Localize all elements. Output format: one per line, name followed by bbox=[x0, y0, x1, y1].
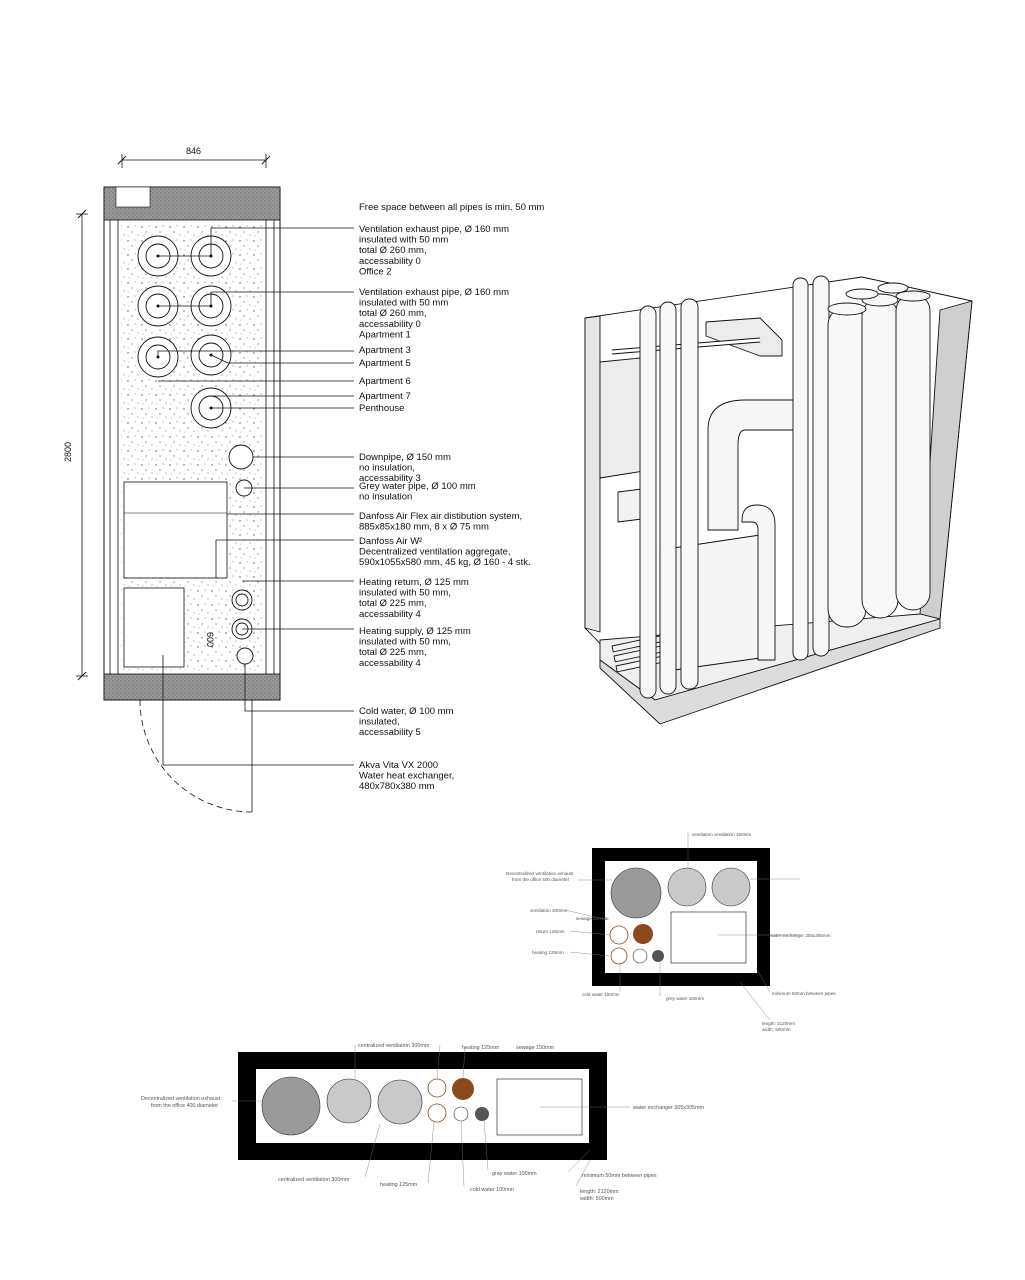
section-large-label: from the office 400 diameter bbox=[151, 1103, 219, 1109]
callout-label: Downpipe, Ø 150 mm bbox=[359, 452, 451, 463]
section-large-label: centralized ventilation 300mm bbox=[358, 1043, 430, 1049]
plan-callouts bbox=[359, 224, 531, 792]
section-small-label: return 125mm bbox=[536, 929, 565, 934]
callout-label: total Ø 260 mm, bbox=[359, 245, 427, 257]
callout-label: Akva Vita VX 2000 bbox=[359, 760, 439, 771]
callout-label: Heating return, Ø 125 mm bbox=[359, 577, 469, 588]
section-small-label: width: 500mm bbox=[762, 1027, 791, 1032]
callout-label: accessability 0 bbox=[359, 255, 421, 267]
callout-label: accessability 4 bbox=[359, 657, 421, 669]
callout-label: 590x1055x580 mm, 45 kg, Ø 160 - 4 stk. bbox=[359, 557, 531, 569]
callout-label: Apartment 5 bbox=[359, 358, 411, 369]
section-large-label: width: 500mm bbox=[580, 1196, 614, 1202]
section-small-label: cold water 100mm bbox=[582, 992, 620, 997]
ventilation-400-pipe bbox=[611, 868, 661, 918]
section-large-label: gray water 100mm bbox=[492, 1171, 537, 1177]
callout-label: Cold water, Ø 100 mm bbox=[359, 706, 454, 717]
section-large-label: centralized ventilation 300mm bbox=[278, 1177, 350, 1183]
section-small-label: ventilation 200mm bbox=[530, 908, 568, 913]
callout-label: total Ø 225 mm, bbox=[359, 647, 427, 659]
centralized-ventilation-pipe bbox=[378, 1080, 422, 1124]
callout-label: Water heat exchanger, bbox=[359, 770, 455, 782]
cold-water-pipe bbox=[633, 949, 647, 963]
section-large-label: heating 125mm bbox=[380, 1182, 418, 1188]
section-large-label: cold water 100mm bbox=[470, 1187, 515, 1193]
callout-label: no insulation, bbox=[359, 462, 415, 474]
ventilation-200-pipe bbox=[668, 868, 706, 906]
section-small-label: sewage 150mm bbox=[576, 916, 609, 921]
callout-label: 885x85x180 mm, 8 x Ø 75 mm bbox=[359, 521, 489, 533]
callout-label: no insulation bbox=[359, 491, 413, 503]
section-large-label: minimum 50mm between pipes bbox=[582, 1173, 657, 1179]
callout-label: Decentralized ventilation aggregate, bbox=[359, 546, 511, 558]
section-small-label: grey water 100mm bbox=[666, 996, 705, 1001]
section-large-label: sewage 150mm bbox=[516, 1045, 555, 1051]
callout-label: Office 2 bbox=[359, 266, 392, 278]
sewage-pipe-large bbox=[452, 1078, 474, 1100]
section-small-label: length: 2120mm bbox=[762, 1021, 795, 1026]
dimension-height bbox=[63, 210, 88, 680]
dimension-height-label: 2800 bbox=[63, 441, 73, 462]
sewage-pipe bbox=[633, 924, 653, 944]
callout-label: insulated with 50 mm, bbox=[359, 587, 451, 599]
gray-water-pipe-large bbox=[475, 1107, 489, 1121]
callout-label: Apartment 6 bbox=[359, 376, 411, 387]
callout-label: Grey water pipe, Ø 100 mm bbox=[359, 481, 476, 492]
heating-pipe-large bbox=[428, 1079, 446, 1097]
downpipe bbox=[229, 445, 253, 469]
callout-label: Danfoss Air Flex air distibution system, bbox=[359, 511, 523, 522]
grey-water-pipe-small bbox=[652, 950, 664, 962]
shaft-3d-view bbox=[585, 276, 972, 724]
callout-label: accessability 3 bbox=[359, 473, 421, 485]
section-large-label: heating 125mm bbox=[462, 1045, 500, 1051]
cold-water-pipe-large bbox=[454, 1107, 468, 1121]
danfoss-air-unit bbox=[124, 482, 227, 578]
callout-label: total Ø 225 mm, bbox=[359, 598, 427, 610]
section-small-label: Decentralized ventilation exhaust bbox=[506, 871, 574, 876]
callout-label: Penthouse bbox=[359, 403, 405, 414]
callout-label: Ventilation exhaust pipe, Ø 160 mm bbox=[359, 224, 509, 235]
akva-vita-exchanger bbox=[124, 588, 184, 667]
section-large-label: length: 2120mm bbox=[580, 1189, 619, 1195]
callout-label: insulated with 50 mm, bbox=[359, 636, 451, 648]
callout-label: Apartment 7 bbox=[359, 391, 411, 402]
heating-pipe-large bbox=[428, 1104, 446, 1122]
section-small-label: minimum 50mm between pipes bbox=[772, 991, 836, 996]
section-large-label: water exchanger 305x305mm bbox=[633, 1105, 705, 1111]
callout-label: 480x780x380 mm bbox=[359, 781, 435, 793]
callout-label: total Ø 260 mm, bbox=[359, 308, 427, 320]
plan-note: Free space between all pipes is min. 50 mm bbox=[359, 202, 545, 213]
callout-label: insulated, bbox=[359, 716, 400, 728]
shaft-plan bbox=[63, 146, 354, 812]
callout-label: Danfoss Air W² bbox=[359, 536, 423, 547]
section-small-label: water exchanger 305x305mm bbox=[770, 933, 831, 938]
callout-label: Ventilation exhaust pipe, Ø 160 mm bbox=[359, 287, 509, 298]
callout-label: insulated with 50 mm bbox=[359, 234, 449, 246]
callout-label: accessability 5 bbox=[359, 727, 421, 739]
callout-label: Apartment 3 bbox=[359, 345, 411, 356]
ventilation-200-pipe bbox=[712, 868, 750, 906]
callout-label: accessability 4 bbox=[359, 608, 421, 620]
section-small-label: heating 125mm bbox=[532, 950, 564, 955]
dimension-box-label: 600 bbox=[205, 632, 215, 648]
water-exchanger bbox=[671, 912, 746, 963]
section-small-label: ventilation ventilation 160mm bbox=[692, 832, 752, 837]
heating-pipe bbox=[611, 948, 627, 964]
callout-label: Apartment 1 bbox=[359, 329, 411, 341]
door-swing bbox=[140, 700, 252, 812]
callout-label: accessability 0 bbox=[359, 318, 421, 330]
callout-label: Heating supply, Ø 125 mm bbox=[359, 626, 471, 637]
centralized-ventilation-pipe bbox=[327, 1079, 371, 1123]
dimension-width-label: 846 bbox=[186, 146, 202, 156]
section-large-label: Decentralized ventilation exhaust bbox=[141, 1096, 221, 1102]
section-large bbox=[232, 1045, 630, 1186]
ventilation-400-pipe-large bbox=[262, 1077, 320, 1135]
section-small-label: from the office 400 diameter bbox=[512, 877, 570, 882]
return-pipe bbox=[610, 926, 628, 944]
dimension-width bbox=[118, 146, 270, 168]
callout-label: insulated with 50 mm bbox=[359, 297, 449, 309]
